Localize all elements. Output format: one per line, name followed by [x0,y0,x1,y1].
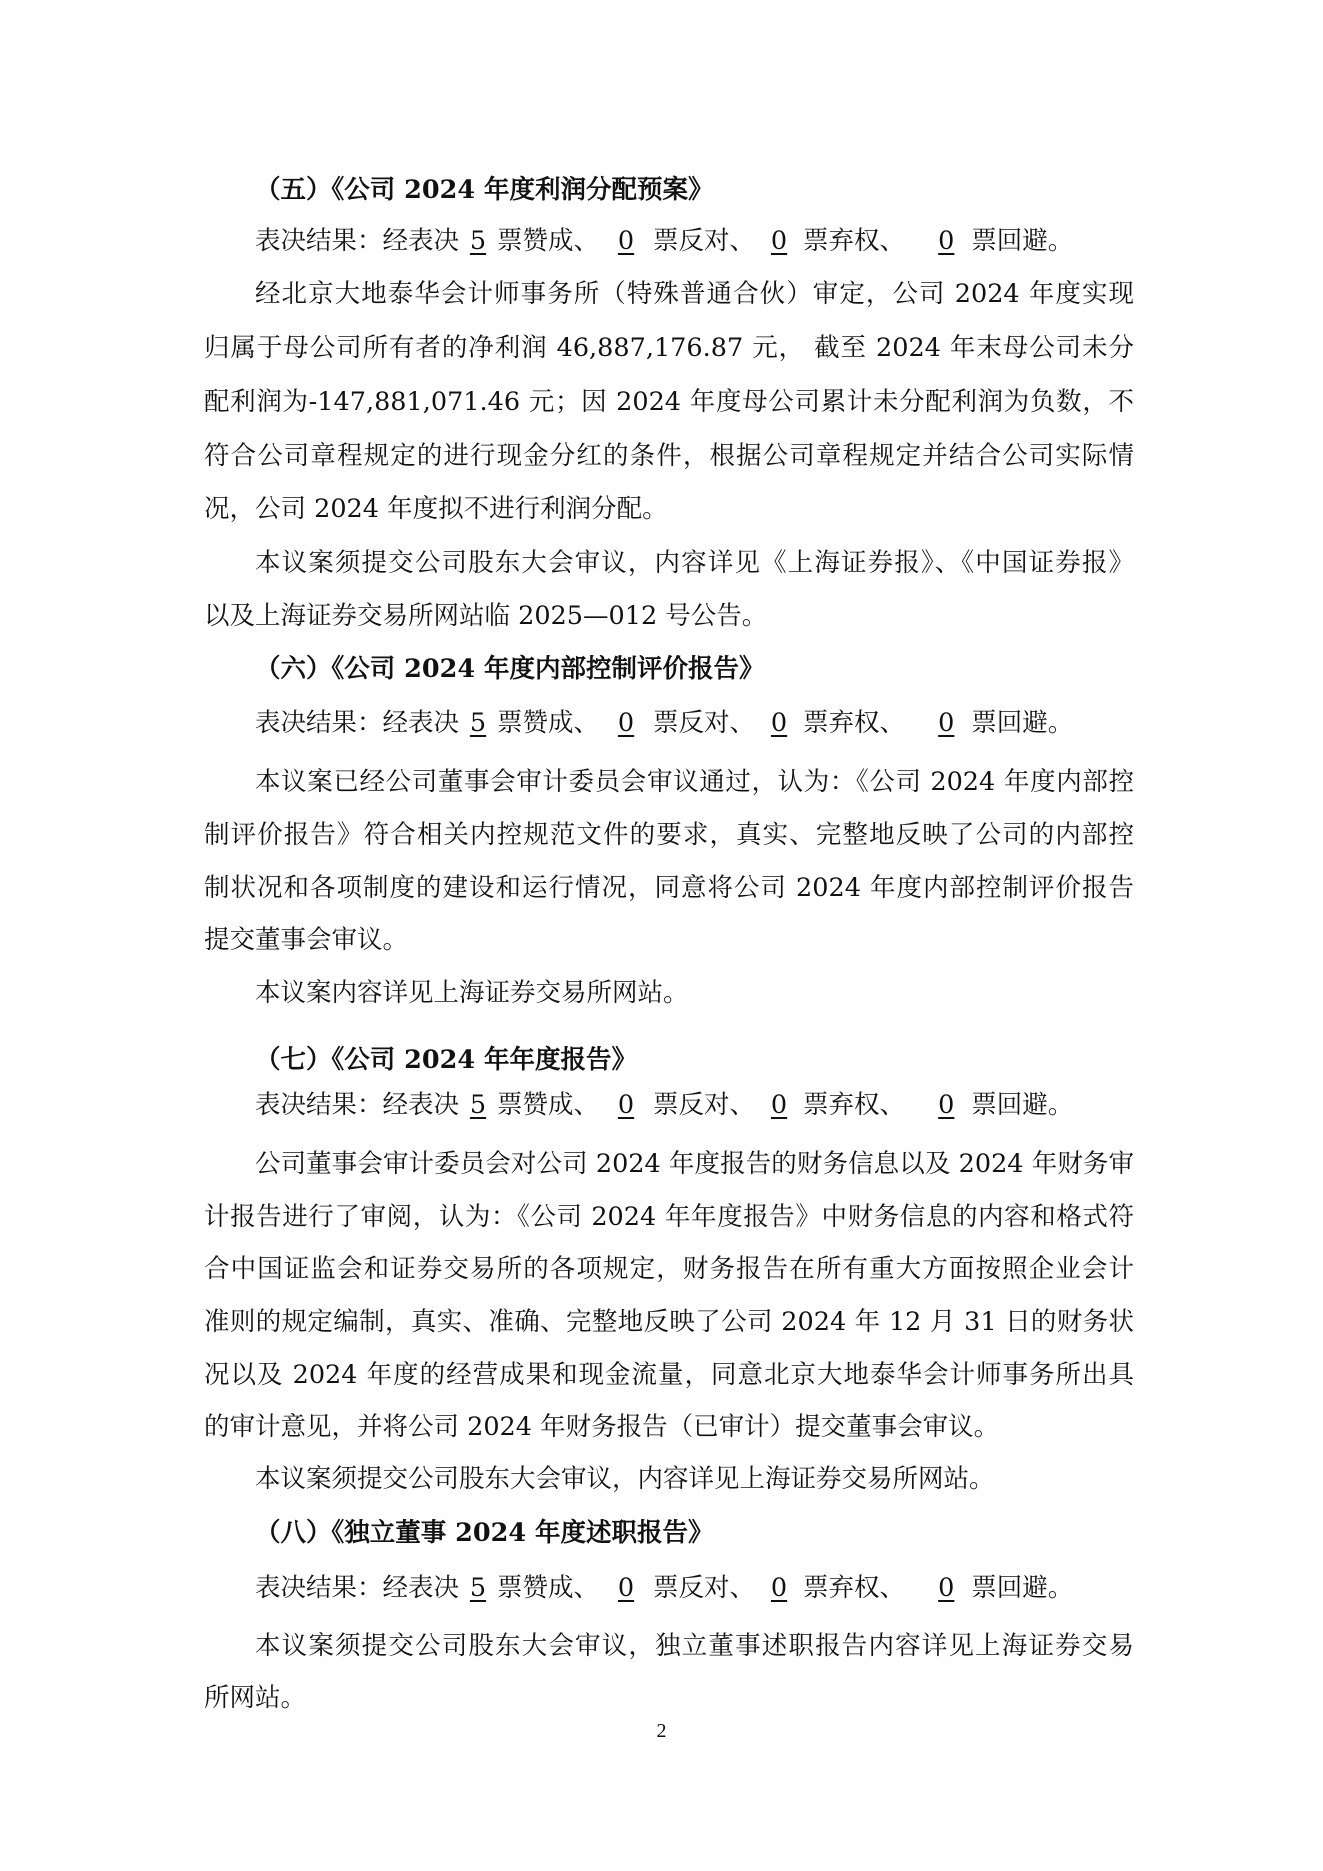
paragraph-line: 的审计意见，并将公司 2024 年财务报告（已审计）提交董事会审议。 [204,1412,1000,1442]
section-heading: （六）《公司 2024 年度内部控制评价报告》 [255,654,765,684]
paragraph-line: 计报告进行了审阅，认为：《公司 2024 年年度报告》中财务信息的内容和格式符 [204,1202,1134,1232]
vote-result: 表决结果：经表决 5 票赞成、 0 票反对、 0 票弃权、 0 票回避。 [255,226,1074,256]
vote-result: 表决结果：经表决 5 票赞成、 0 票反对、 0 票弃权、 0 票回避。 [255,708,1074,738]
vote-result: 表决结果：经表决 5 票赞成、 0 票反对、 0 票弃权、 0 票回避。 [255,1573,1074,1603]
paragraph-line: 以及上海证券交易所网站临 2025—012 号公告。 [204,601,768,631]
paragraph-line: 况以及 2024 年度的经营成果和现金流量，同意北京大地泰华会计师事务所出具 [204,1360,1134,1390]
paragraph-line: 况，公司 2024 年度拟不进行利润分配。 [204,494,668,524]
paragraph-line: 合中国证监会和证券交易所的各项规定，财务报告在所有重大方面按照企业会计 [204,1254,1134,1284]
paragraph-line: 制评价报告》符合相关内控规范文件的要求，真实、完整地反映了公司的内部控 [204,820,1134,850]
paragraph-line: 提交董事会审议。 [204,925,409,955]
vote-result: 表决结果：经表决 5 票赞成、 0 票反对、 0 票弃权、 0 票回避。 [255,1090,1074,1120]
paragraph-line: 本议案已经公司董事会审计委员会审议通过，认为：《公司 2024 年度内部控 [255,767,1134,797]
paragraph-line: 公司董事会审计委员会对公司 2024 年度报告的财务信息以及 2024 年财务审 [255,1149,1134,1179]
paragraph-line: 本议案须提交公司股东大会审议，内容详见《上海证券报》、《中国证券报》 [255,548,1134,578]
paragraph-line: 归属于母公司所有者的净利润 46,887,176.87 元， 截至 2024 年末母公司未分 [204,333,1134,363]
paragraph-line: 准则的规定编制，真实、准确、完整地反映了公司 2024 年 12 月 31 日的财务状 [204,1307,1134,1337]
section-heading: （七）《公司 2024 年年度报告》 [255,1045,637,1075]
paragraph-line: 经北京大地泰华会计师事务所（特殊普通合伙）审定，公司 2024 年度实现 [255,279,1134,309]
paragraph-line: 制状况和各项制度的建设和运行情况，同意将公司 2024 年度内部控制评价报告 [204,873,1134,903]
paragraph-line: 配利润为-147,881,071.46 元；因 2024 年度母公司累计未分配利润为负数，不 [204,387,1134,417]
paragraph-line: 本议案须提交公司股东大会审议，内容详见上海证券交易所网站。 [255,1464,995,1494]
paragraph-line: 本议案须提交公司股东大会审议，独立董事述职报告内容详见上海证券交易 [255,1631,1134,1661]
page-number: 2 [656,1720,667,1742]
section-heading: （五）《公司 2024 年度利润分配预案》 [255,175,714,205]
paragraph-line: 所网站。 [204,1683,307,1713]
paragraph-line: 本议案内容详见上海证券交易所网站。 [255,978,689,1008]
paragraph-line: 符合公司章程规定的进行现金分红的条件，根据公司章程规定并结合公司实际情 [204,441,1134,471]
section-heading: （八）《独立董事 2024 年度述职报告》 [255,1518,714,1548]
